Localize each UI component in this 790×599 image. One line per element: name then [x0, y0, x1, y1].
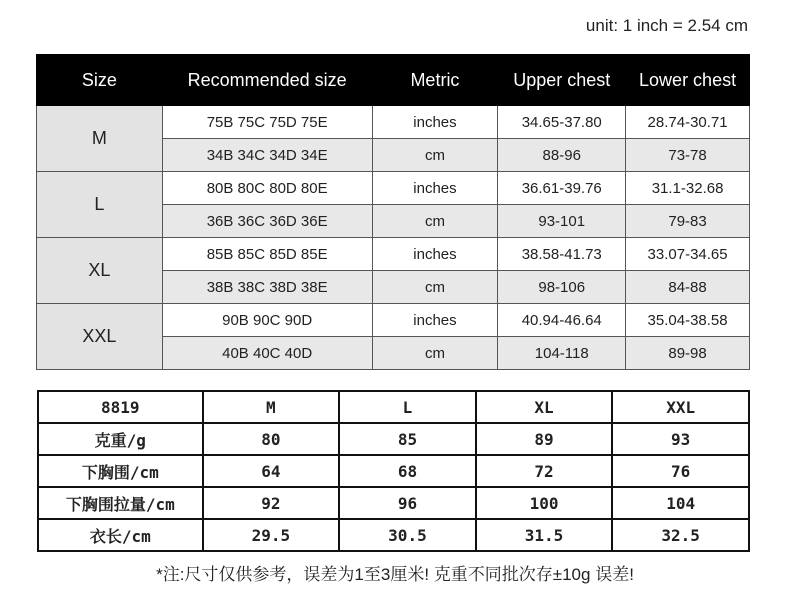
recommended-size-cell: 36B 36C 36D 36E: [162, 205, 372, 238]
product-model-cell: 8819: [38, 391, 203, 423]
table-row: [38, 423, 749, 455]
table-row: [37, 172, 750, 205]
upper-chest-cell: 98-106: [498, 271, 626, 304]
upper-chest-cell: 88-96: [498, 139, 626, 172]
value-cell: 93: [612, 423, 749, 455]
size-label: L: [37, 172, 163, 238]
value-cell: 64: [203, 455, 340, 487]
header-lower-chest: Lower chest: [626, 55, 750, 106]
metric-cell: inches: [372, 106, 498, 139]
upper-chest-cell: 36.61-39.76: [498, 172, 626, 205]
size-label: XXL: [37, 304, 163, 370]
recommended-size-cell: 85B 85C 85D 85E: [162, 238, 372, 271]
recommended-size-cell: 75B 75C 75D 75E: [162, 106, 372, 139]
row-label: 克重/g: [38, 423, 203, 455]
lower-chest-cell: 73-78: [626, 139, 750, 172]
row-label: 下胸围/cm: [38, 455, 203, 487]
value-cell: 76: [612, 455, 749, 487]
recommended-size-cell: 38B 38C 38D 38E: [162, 271, 372, 304]
upper-chest-cell: 38.58-41.73: [498, 238, 626, 271]
metric-cell: inches: [372, 238, 498, 271]
table-row: [38, 455, 749, 487]
metric-cell: cm: [372, 337, 498, 370]
upper-chest-cell: 104-118: [498, 337, 626, 370]
lower-chest-cell: 89-98: [626, 337, 750, 370]
lower-chest-cell: 33.07-34.65: [626, 238, 750, 271]
header-metric: Metric: [372, 55, 498, 106]
upper-chest-cell: 34.65-37.80: [498, 106, 626, 139]
table-row: [38, 519, 749, 551]
recommended-size-cell: 80B 80C 80D 80E: [162, 172, 372, 205]
upper-chest-cell: 40.94-46.64: [498, 304, 626, 337]
product-size-header: XL: [476, 391, 613, 423]
value-cell: 89: [476, 423, 613, 455]
recommended-size-cell: 90B 90C 90D: [162, 304, 372, 337]
metric-cell: inches: [372, 304, 498, 337]
product-size-header: L: [339, 391, 476, 423]
value-cell: 85: [339, 423, 476, 455]
metric-cell: cm: [372, 271, 498, 304]
value-cell: 96: [339, 487, 476, 519]
size-chart-table: [36, 54, 750, 370]
recommended-size-cell: 34B 34C 34D 34E: [162, 139, 372, 172]
metric-cell: cm: [372, 205, 498, 238]
lower-chest-cell: 35.04-38.58: [626, 304, 750, 337]
product-spec-table: [37, 390, 750, 552]
lower-chest-cell: 79-83: [626, 205, 750, 238]
product-header-row: [38, 391, 749, 423]
metric-cell: cm: [372, 139, 498, 172]
upper-chest-cell: 93-101: [498, 205, 626, 238]
value-cell: 32.5: [612, 519, 749, 551]
value-cell: 104: [612, 487, 749, 519]
value-cell: 80: [203, 423, 340, 455]
size-label: M: [37, 106, 163, 172]
value-cell: 100: [476, 487, 613, 519]
value-cell: 30.5: [339, 519, 476, 551]
unit-note: unit: 1 inch = 2.54 cm: [585, 16, 748, 35]
header-size: Size: [37, 55, 163, 106]
value-cell: 68: [339, 455, 476, 487]
value-cell: 72: [476, 455, 613, 487]
value-cell: 29.5: [203, 519, 340, 551]
table-row: [38, 487, 749, 519]
table-row: [37, 106, 750, 139]
product-size-header: M: [203, 391, 340, 423]
product-size-header: XXL: [612, 391, 749, 423]
table-row: [37, 304, 750, 337]
table-row: [37, 238, 750, 271]
footnote: *注:尺寸仅供参考，误差为1至3厘米! 克重不同批次存±10g 误差!: [156, 565, 634, 584]
lower-chest-cell: 84-88: [626, 271, 750, 304]
lower-chest-cell: 28.74-30.71: [626, 106, 750, 139]
size-chart-header-row: [37, 55, 750, 106]
row-label: 下胸围拉量/cm: [38, 487, 203, 519]
value-cell: 31.5: [476, 519, 613, 551]
size-label: XL: [37, 238, 163, 304]
lower-chest-cell: 31.1-32.68: [626, 172, 750, 205]
header-upper-chest: Upper chest: [498, 55, 626, 106]
header-recommended-size: Recommended size: [162, 55, 372, 106]
recommended-size-cell: 40B 40C 40D: [162, 337, 372, 370]
metric-cell: inches: [372, 172, 498, 205]
row-label: 衣长/cm: [38, 519, 203, 551]
value-cell: 92: [203, 487, 340, 519]
